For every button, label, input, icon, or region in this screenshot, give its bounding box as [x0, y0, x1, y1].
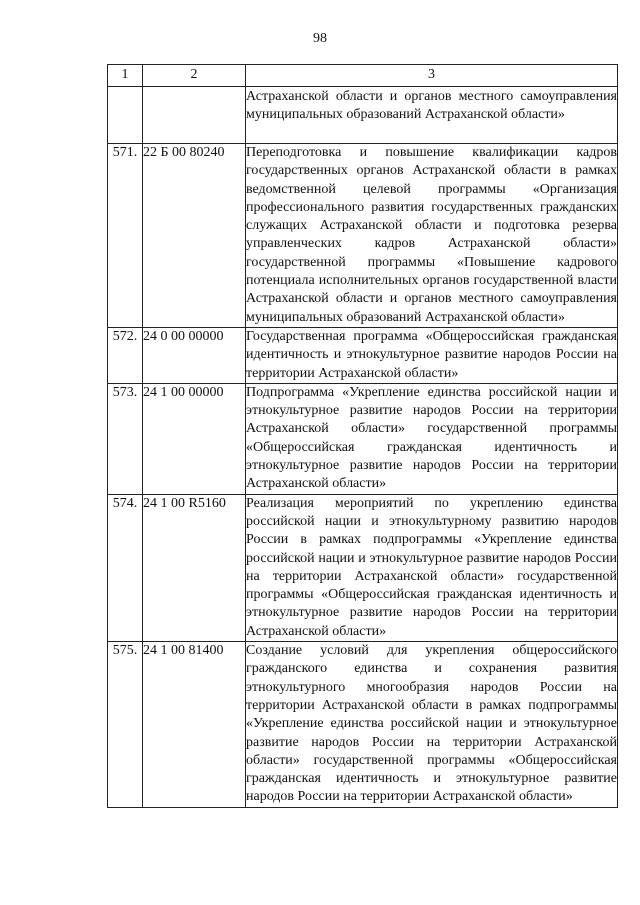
continuation-num-cell — [108, 87, 143, 144]
page-number: 98 — [313, 31, 327, 46]
row-code: 24 0 00 00000 — [143, 327, 246, 383]
row-description: Государственная программа «Общероссийская гражданская идентичность и этнокультурное развитие народов России на территории Астраханской области» — [246, 327, 618, 383]
row-number: 571. — [108, 144, 143, 328]
row-code: 24 1 00 R5160 — [143, 494, 246, 641]
row-number: 575. — [108, 642, 143, 808]
row-code: 24 1 00 00000 — [143, 383, 246, 494]
row-description: Создание условий для укрепления общероссийского гражданского единства и сохранения развития этнокультурного многообразия народов России на территории Астраханской области в рамках подпрограммы «Укрепление единства российской нации и этнокультурное развитие народов России на территории Астраханской области» государственной программы «Общероссийская гражданская идентичность и этнокультурное развитие народов России на территории Астраханской области» — [246, 642, 618, 808]
row-description: Переподготовка и повышение квалификации кадров государственных органов Астраханской области в рамках ведомственной целевой программы «Организация профессионального развития государственных гражданских служащих Астраханской области и подготовка резерва управленческих кадров Астраханской области» государственной программы «Повышение кадрового потенциала исполнительных органов государственной власти Астраханской области и органов местного самоуправления муниципальных образований Астраханской области» — [246, 144, 618, 328]
header-col-2: 2 — [143, 65, 246, 87]
continuation-text-cell: Астраханской области и органов местного самоуправления муниципальных образований Астраханской области» — [246, 87, 618, 144]
continuation-code-cell — [143, 87, 246, 144]
header-col-3: 3 — [246, 65, 618, 87]
row-description: Реализация мероприятий по укреплению единства российской нации и этнокультурному развитию народов России в рамках подпрограммы «Укрепление единства российской нации и этнокультурное развитие народов России на территории Астраханской области» государственной программы «Общероссийская гражданская идентичность и этнокультурное развитие народов России на территории Астраханской области» — [246, 494, 618, 641]
continuation-row — [108, 87, 618, 144]
table-row — [108, 383, 618, 494]
table-row — [108, 144, 618, 328]
row-number: 574. — [108, 494, 143, 641]
table-header-row — [108, 65, 618, 87]
table-row — [108, 642, 618, 808]
budget-classification-table — [107, 64, 618, 808]
row-description: Подпрограмма «Укрепление единства российской нации и этнокультурное развитие народов России на территории Астраханской области» государственной программы «Общероссийская гражданская идентичность и этнокультурное развитие народов России на территории Астраханской области» — [246, 383, 618, 494]
row-code: 22 Б 00 80240 — [143, 144, 246, 328]
row-number: 572. — [108, 327, 143, 383]
table-row — [108, 327, 618, 383]
table-row — [108, 494, 618, 641]
row-code: 24 1 00 81400 — [143, 642, 246, 808]
row-number: 573. — [108, 383, 143, 494]
header-col-1: 1 — [108, 65, 143, 87]
